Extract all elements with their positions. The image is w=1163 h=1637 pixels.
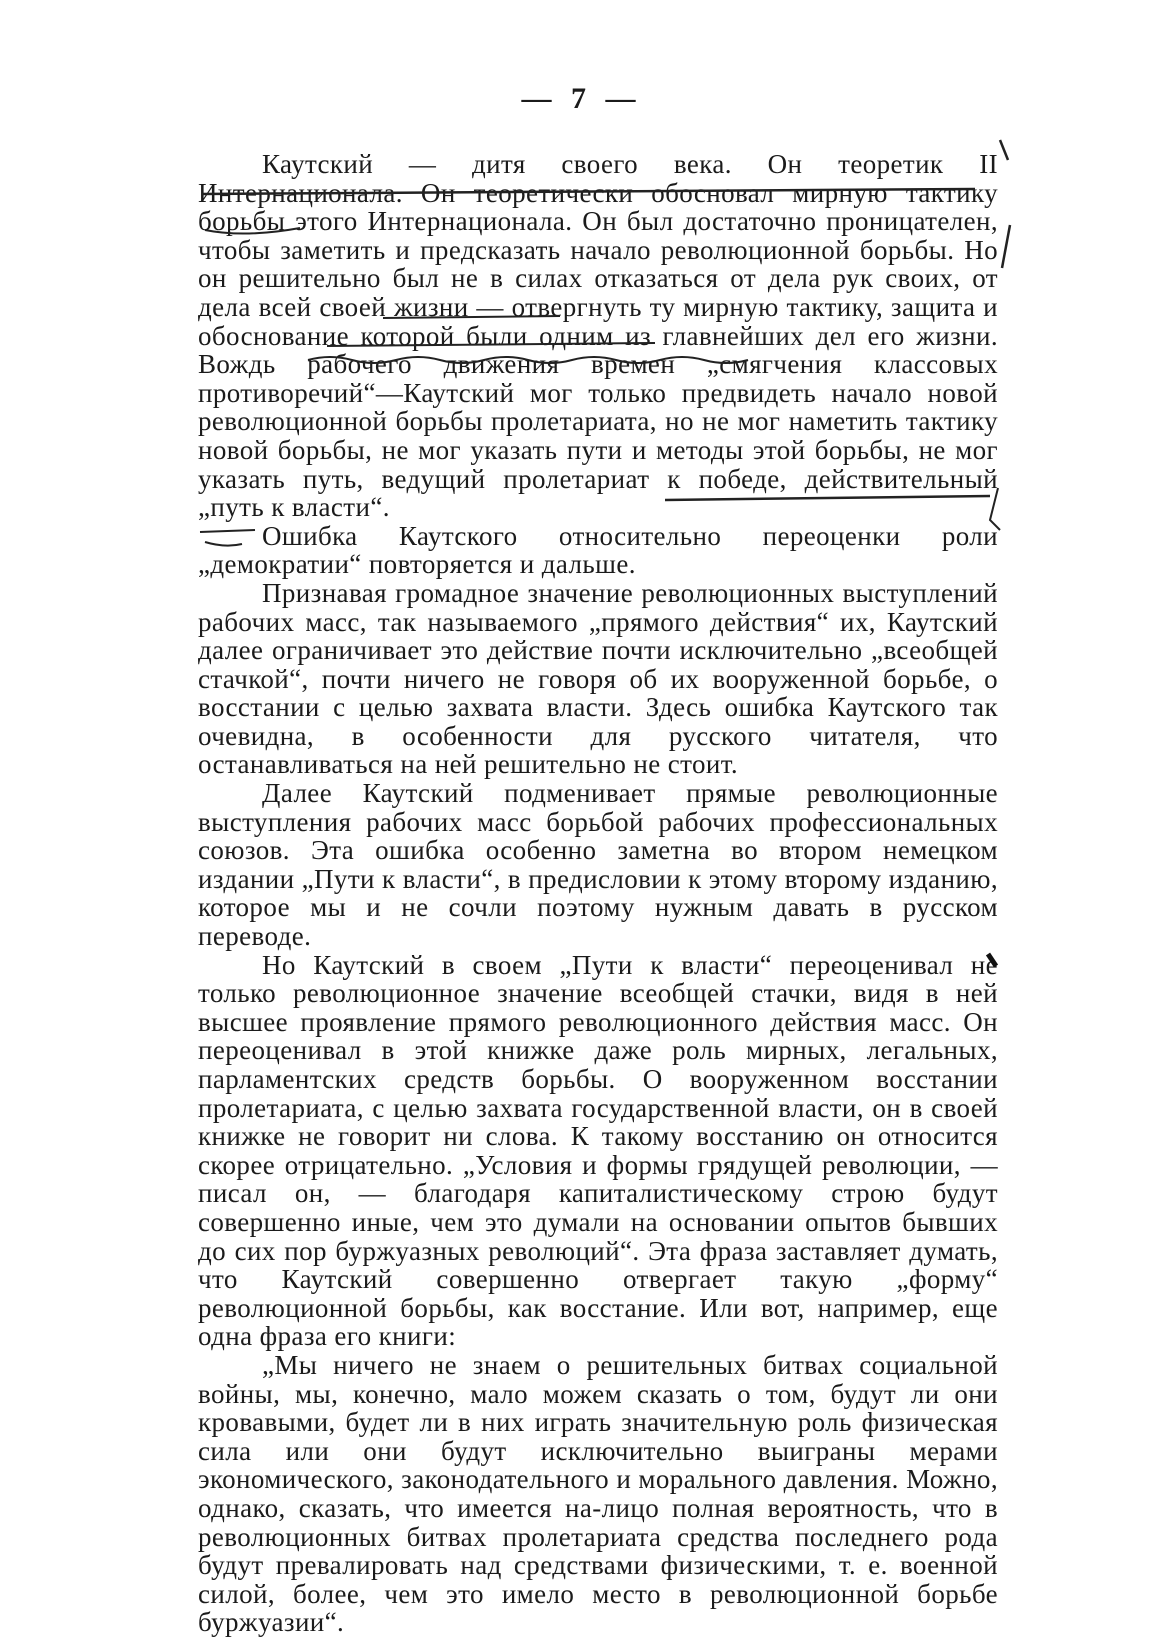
page-number: — 7 — [521, 82, 642, 115]
margin-mark [1002, 225, 1010, 268]
paragraph: Каутский — дитя своего века. Он теоретик II Интернационала. Он теоретически обосновал мирную тактику борьбы этого Интернационала. Он был достаточно проницателен, чтобы заметить и предсказать начало революционной борьбы. Но он решительно был не в силах отказаться от дела рук своих, от дела всей своей жизни — отвергнуть ту мирную тактику, защита и обоснование которой были одним из главнейших дел его жизни. Вождь рабочего движения времен „смягчения классовых противоречий“—Каутский мог только предвидеть начало новой революционной борьбы пролетариата, но не мог наметить тактику новой борьбы, не мог указать пути и методы этой борьбы, не мог указать путь, ведущий пролетариат к победе, действительный „путь к власти“. [198, 149, 998, 523]
body-text [198, 150, 998, 1637]
paragraph: Но Каутский в своем „Пути к власти“ переоценивал не только революционное значение всеобщей стачки, видя в ней высшее проявление прямого революционного действия масс. Он переоценивал в этой книжке даже роль мирных, легальных, парламентских средств борьбы. О вооруженном восстании пролетариата, с целью захвата государственной власти, он в своей книжке не говорит ни слова. К такому восстанию он относится скорее отрицательно. „Условия и формы грядущей революции, — писал он, — благодаря капиталистическому строю будут совершенно иные, чем это думали на основании опытов бывших до сих пор буржуазных революций“. Эта фраза заставляет думать, что Каутский совершенно отвергает такую „форму“ революционной борьбы, как восстание. Или вот, например, еще одна фраза его книги: [198, 949, 998, 1352]
paragraph: „Мы ничего не знаем о решительных битвах социальной войны, мы, конечно, мало можем сказать о том, будут ли они кровавыми, будет ли в них играть значительную роль физическая сила или они будут исключительно выиграны мерами экономического, законодательного и морального давления. Можно, однако, сказать, что имеется на-лицо полная вероятность, что в революционных битвах пролетариата средства последнего рода будут превалировать над средствами физическими, т. е. военной силой, более, чем это имело место в революционной борьбе буржуазии“. [198, 1349, 998, 1637]
paragraph: Далее Каутский подменивает прямые революционные выступления рабочих масс борьбой рабочих профессиональных союзов. Эта ошибка особенно заметна во втором немецком издании „Пути к власти“, в предисловии к этому второму изданию, которое мы и не сочли поэтому нужным давать в русском переводе. [198, 778, 998, 952]
margin-mark [1000, 140, 1008, 160]
paragraph: Ошибка Каутского относительно переоценки роли „демократии“ повторяется и дальше. [198, 520, 998, 580]
paragraph: Признавая громадное значение революционных выступлений рабочих масс, так называемого „прямого действия“ их, Каутский далее ограничивает это действие почти исключительно „всеобщей стачкой“, почти ничего не говоря об их вооруженной борьбе, о восстании с целью захвата власти. Здесь ошибка Каутского так очевидна, в особенности для русского читателя, что останавливаться на ней решительно не стоит. [198, 577, 998, 780]
